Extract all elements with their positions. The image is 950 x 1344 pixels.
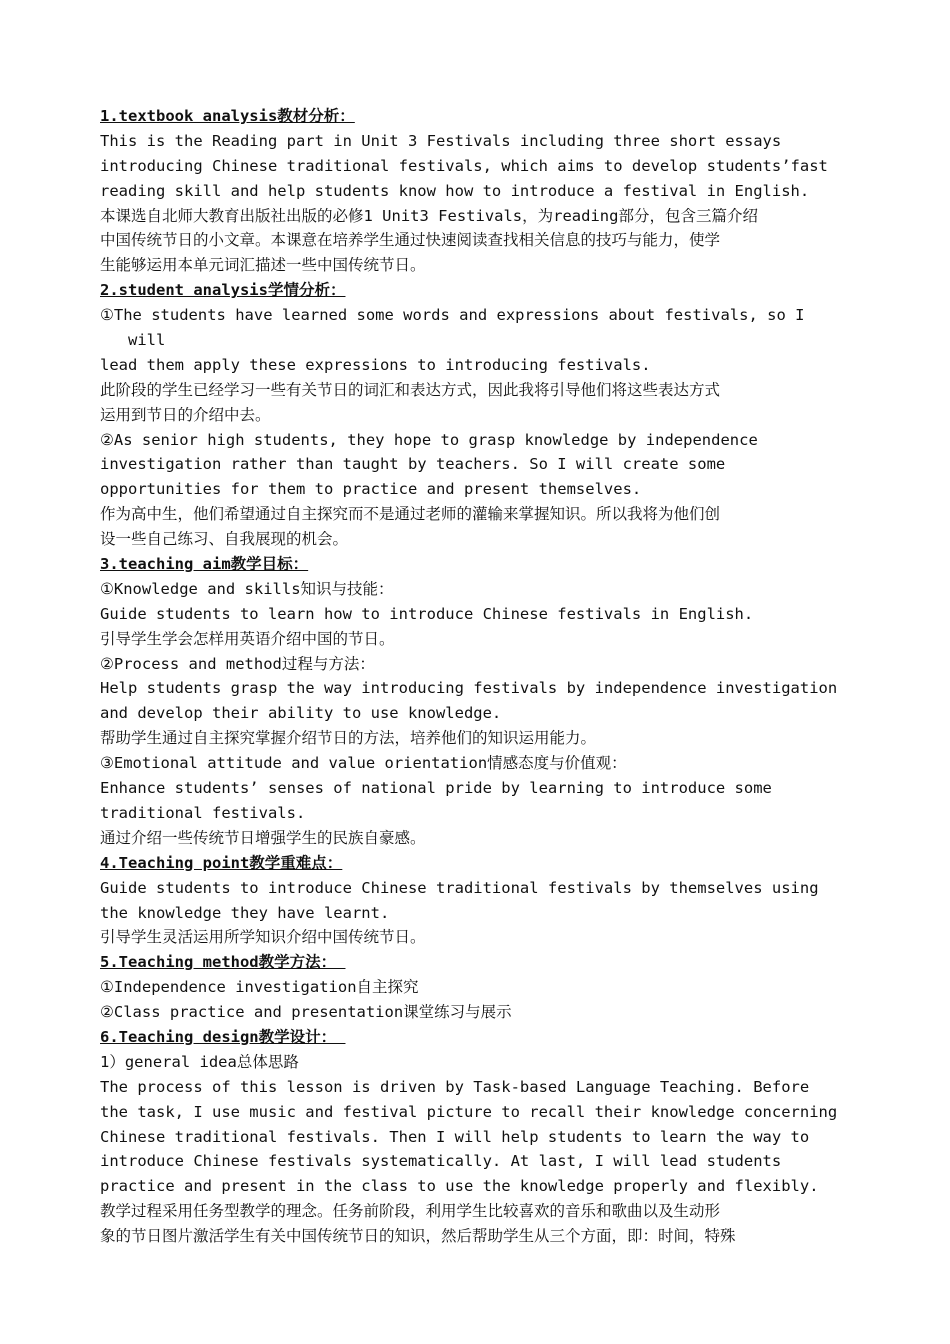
text-line: ②Class practice and presentation课堂练习与展示 bbox=[100, 1003, 512, 1022]
text-line: ①Knowledge and skills知识与技能： bbox=[100, 579, 394, 598]
text-line: lead them apply these expressions to introducing festivals. bbox=[100, 355, 651, 374]
text-line: reading skill and help students know how to introduce a festival in English. bbox=[100, 181, 810, 200]
text-line: Guide students to introduce Chinese traditional festivals by themselves using bbox=[100, 878, 819, 897]
text-line: 此阶段的学生已经学习一些有关节日的词汇和表达方式，因此我将引导他们将这些表达方式 bbox=[100, 380, 721, 399]
text-line: ①Independence investigation自主探究 bbox=[100, 978, 419, 997]
text-line: This is the Reading part in Unit 3 Festivals including three short essays bbox=[100, 131, 782, 150]
text-line: 引导学生学会怎样用英语介绍中国的节日。 bbox=[100, 629, 395, 648]
text-line: investigation rather than taught by teachers. So I will create some bbox=[100, 455, 726, 474]
text-line: 生能够运用本单元词汇描述一些中国传统节日。 bbox=[100, 256, 426, 275]
text-line: Enhance students’ senses of national pride by learning to introduce some bbox=[100, 779, 772, 798]
text-line: ②As senior high students, they hope to grasp knowledge by independence bbox=[100, 430, 758, 449]
text-line: Help students grasp the way introducing festivals by independence investigation bbox=[100, 679, 838, 698]
text-line: traditional festivals. bbox=[100, 803, 306, 822]
text-line: the task, I use music and festival picture to recall their knowledge concerning bbox=[100, 1102, 838, 1121]
text-line: The process of this lesson is driven by Task-based Language Teaching. Before bbox=[100, 1077, 810, 1096]
text-line: 教学过程采用任务型教学的理念。任务前阶段，利用学生比较喜欢的音乐和歌曲以及生动形 bbox=[100, 1202, 721, 1221]
text-line: 帮助学生通过自主探究掌握介绍节日的方法，培养他们的知识运用能力。 bbox=[100, 729, 597, 748]
text-line: will bbox=[128, 331, 166, 350]
text-line: 象的节日图片激活学生有关中国传统节日的知识，然后帮助学生从三个方面，即：时间，特殊 bbox=[100, 1227, 736, 1246]
text-line: practice and present in the class to use the knowledge properly and flexibly. bbox=[100, 1177, 819, 1196]
section-heading: 3.teaching aim教学目标： bbox=[100, 555, 309, 574]
text-line: 设一些自己练习、自我展现的机会。 bbox=[100, 530, 349, 549]
text-line: the knowledge they have learnt. bbox=[100, 903, 390, 922]
text-line: Guide students to learn how to introduce Chinese festivals in English. bbox=[100, 604, 754, 623]
text-line: 运用到节日的介绍中去。 bbox=[100, 405, 271, 424]
text-line: Chinese traditional festivals. Then I will help students to learn the way to bbox=[100, 1127, 810, 1146]
text-line: 作为高中生，他们希望通过自主探究而不是通过老师的灌输来掌握知识。所以我将为他们创 bbox=[100, 505, 721, 524]
section-heading: 1.textbook analysis教材分析： bbox=[100, 107, 355, 125]
text-line: introducing Chinese traditional festivals, which aims to develop students’fast bbox=[100, 156, 828, 175]
section-heading: 2.student analysis学情分析： bbox=[100, 281, 346, 300]
section-heading: 5.Teaching method教学方法： bbox=[100, 953, 346, 972]
section-heading: 6.Teaching design教学设计： bbox=[100, 1027, 346, 1046]
text-line: 中国传统节日的小文章。本课意在培养学生通过快速阅读查找相关信息的技巧与能力，使学 bbox=[100, 231, 721, 250]
document-body bbox=[100, 104, 870, 1249]
text-line: 引导学生灵活运用所学知识介绍中国传统节日。 bbox=[100, 928, 426, 947]
text-line: 通过介绍一些传统节日增强学生的民族自豪感。 bbox=[100, 828, 426, 847]
text-line: ②Process and method过程与方法： bbox=[100, 654, 375, 673]
text-line: ③Emotional attitude and value orientation情感态度与价值观： bbox=[100, 754, 627, 773]
section-heading: 4.Teaching point教学重难点： bbox=[100, 853, 343, 872]
text-line: introduce Chinese festivals systematically. At last, I will lead students bbox=[100, 1152, 782, 1171]
text-line: 本课选自北师大教育出版社出版的必修1 Unit3 Festivals，为reading部分，包含三篇介绍 bbox=[100, 206, 758, 225]
text-line: and develop their ability to use knowledge. bbox=[100, 704, 502, 723]
text-line: 1）general idea总体思路 bbox=[100, 1052, 299, 1071]
text-line: opportunities for them to practice and present themselves. bbox=[100, 480, 642, 499]
text-line: ①The students have learned some words and expressions about festivals, so I bbox=[100, 306, 805, 325]
